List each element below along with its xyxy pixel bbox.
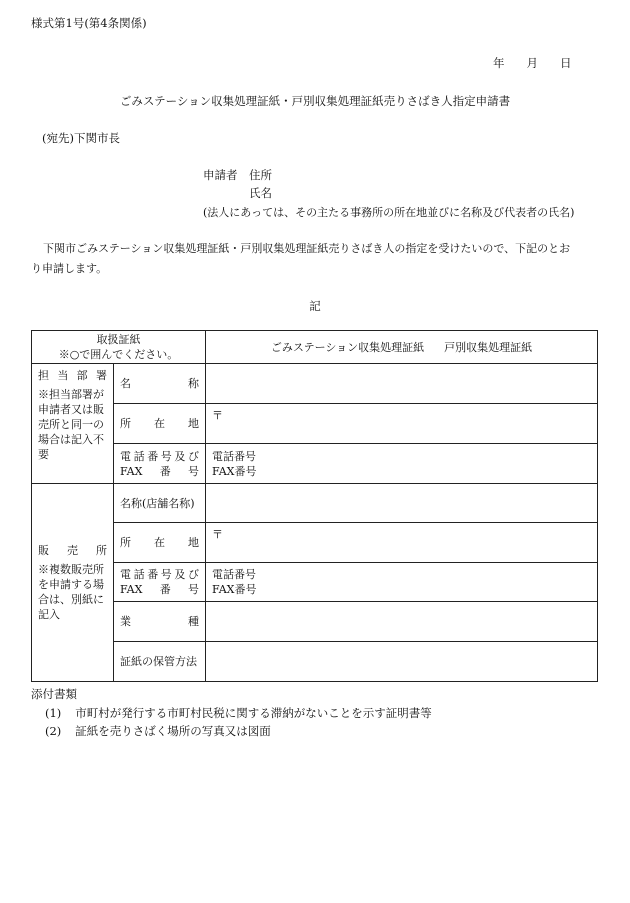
applicant-label: 申請者 [203, 168, 238, 182]
shop-storage-field[interactable] [206, 642, 598, 682]
document-title: ごみステーション収集処理証紙・戸別収集処理証紙売りさばき人指定申請書 [119, 94, 511, 108]
shop-business-row [32, 602, 598, 642]
dept-location-label: 所在地 [120, 417, 200, 430]
dept-phone-label-cell [114, 444, 206, 484]
dept-name-row [32, 364, 598, 404]
handled-stamps-options[interactable] [206, 331, 598, 364]
dept-heading: 担当部署 [38, 369, 107, 382]
dept-fax-value-label: FAX番号 [212, 464, 257, 478]
shop-business-label: 業種 [120, 615, 200, 628]
date-year: 年 [493, 56, 505, 70]
shop-storage-row [32, 642, 598, 682]
shop-section-header [32, 484, 114, 682]
dept-location-label-cell [114, 404, 206, 444]
attachment-item [45, 705, 432, 721]
attachment-item [45, 723, 271, 739]
attachment-item-number: (1) [45, 706, 62, 720]
attachments-heading: 添付書類 [31, 687, 77, 701]
shop-phone-label-1: 電話番号及び [120, 568, 200, 581]
shop-location-field[interactable] [206, 523, 598, 563]
applicant-address-label: 住所 [249, 168, 272, 182]
application-table [31, 330, 598, 682]
dept-phone-row [32, 444, 598, 484]
shop-name-field[interactable] [206, 484, 598, 523]
shop-business-label-cell [114, 602, 206, 642]
shop-fax-value-label: FAX番号 [212, 583, 257, 596]
shop-phone-label-2: FAX番号 [120, 583, 200, 596]
applicant-note: (法人にあっては、その主たる事務所の所在地並びに名称及び代表者の氏名) [203, 206, 575, 219]
handled-stamps-label: 取扱証紙 [96, 333, 141, 346]
dept-section-header [32, 364, 114, 484]
dept-phone-field[interactable] [206, 444, 598, 484]
handled-stamps-row [32, 331, 598, 364]
date-day: 日 [560, 56, 572, 70]
shop-name-label-cell [114, 484, 206, 523]
attachment-item-number: (2) [45, 724, 62, 738]
shop-phone-row [32, 563, 598, 602]
shop-name-row [32, 484, 598, 523]
attachment-item-text: 証紙を売りさばく場所の写真又は図面 [75, 724, 271, 738]
shop-storage-label-cell [114, 642, 206, 682]
shop-location-row [32, 523, 598, 563]
shop-phone-field[interactable] [206, 563, 598, 602]
applicant-name-label: 氏名 [249, 186, 272, 200]
dept-phone-value-label: 電話番号 [212, 449, 257, 463]
dept-phone-label-2: FAX番号 [120, 464, 200, 478]
shop-phone-value-label: 電話番号 [212, 568, 257, 581]
dept-name-label: 名称 [120, 377, 200, 390]
dept-name-label-cell [114, 364, 206, 404]
dept-postal-mark: 〒 [212, 409, 224, 422]
handled-stamps-header [32, 331, 206, 364]
date-month: 月 [526, 56, 538, 70]
ki-heading: 記 [309, 299, 321, 313]
body-text-line1: 下関市ごみステーション収集処理証紙・戸別収集処理証紙売りさばき人の指定を受けたいので、下記のとお [43, 242, 571, 255]
dept-phone-label-1: 電話番号及び [120, 449, 200, 463]
dept-note: ※担当部署が申請者又は販売所と同一の場合は記入不要 [38, 388, 104, 461]
addressee: (宛先)下関市長 [42, 131, 120, 145]
dept-location-field[interactable] [206, 404, 598, 444]
handled-stamps-instruction: ※○で囲んでください。 [58, 348, 179, 361]
attachment-item-text: 市町村が発行する市町村民税に関する滞納がないことを示す証明書等 [75, 706, 432, 720]
shop-postal-mark: 〒 [212, 528, 224, 541]
shop-location-label-cell [114, 523, 206, 563]
shop-name-label: 名称(店舗名称) [120, 496, 195, 510]
option-station-stamp[interactable]: ごみステーション収集処理証紙 [270, 340, 425, 354]
shop-phone-label-cell [114, 563, 206, 602]
date-line [493, 55, 572, 71]
form-number: 様式第1号(第4条関係) [31, 16, 147, 30]
dept-location-row [32, 404, 598, 444]
dept-name-field[interactable] [206, 364, 598, 404]
option-door-stamp[interactable]: 戸別収集処理証紙 [444, 340, 533, 354]
shop-business-field[interactable] [206, 602, 598, 642]
body-text-line2: り申請します。 [31, 262, 108, 275]
shop-heading: 販売所 [38, 544, 107, 557]
shop-storage-label: 証紙の保管方法 [120, 655, 197, 668]
shop-note: ※複数販売所を申請する場合は、別紙に記入 [38, 563, 104, 621]
shop-location-label: 所在地 [120, 536, 200, 549]
